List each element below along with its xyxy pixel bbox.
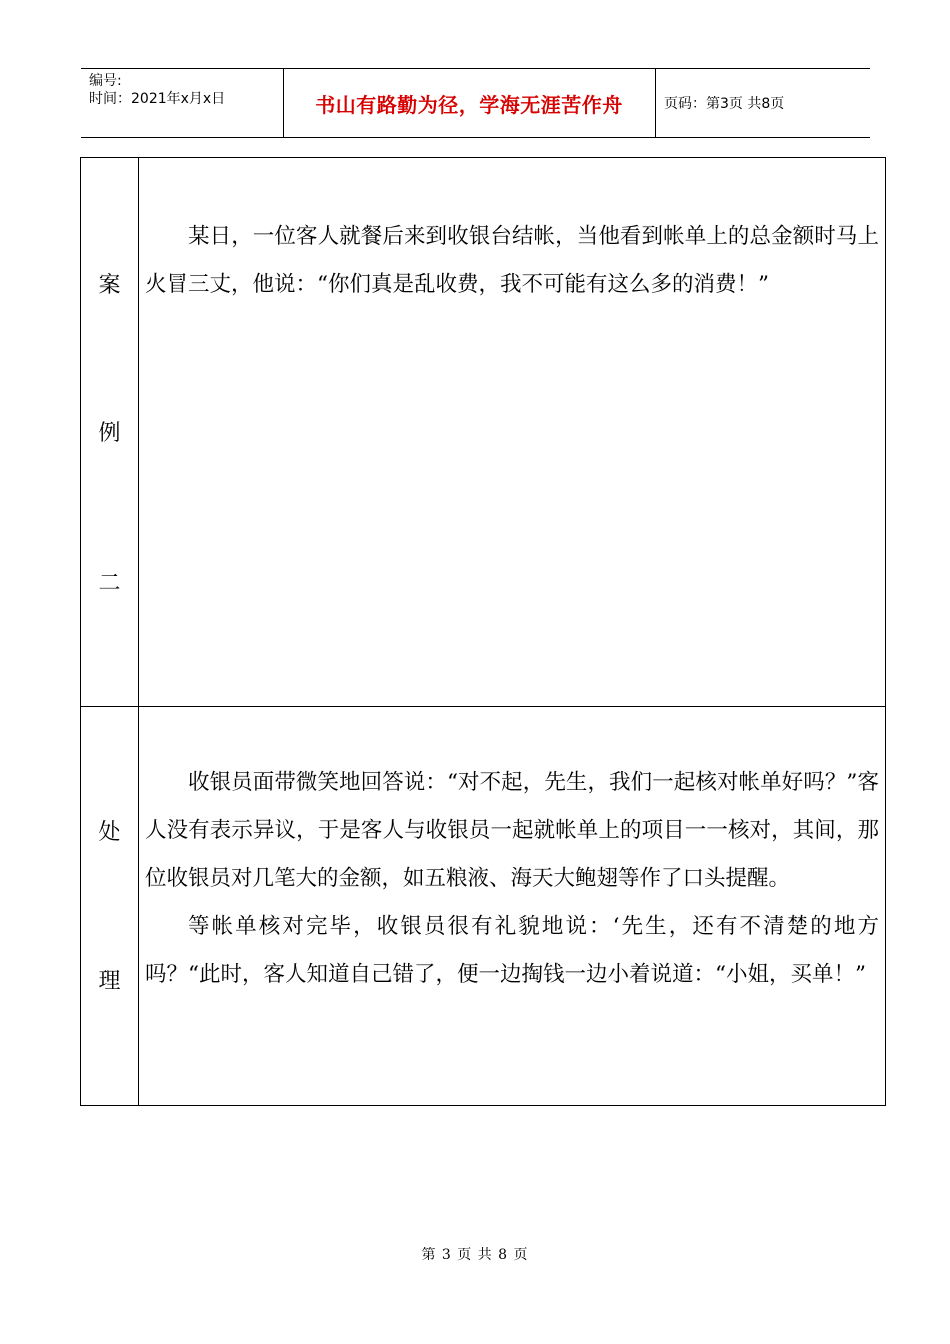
serial-label: 编号: [89, 73, 122, 89]
case-table [80, 157, 886, 1106]
header-motto: 书山有路勤为径，学海无涯苦作舟 [315, 92, 623, 117]
handling-paragraph: 收银员面带微笑地回答说：“对不起，先生，我们一起核对帐单好吗？”客人没有表示异议，于是客人与收银员一起就帐单上的项目一一核对，其间，那位收银员对几笔大的金额，如五粮液、海天大鲍翅等作了口头提醒。 [145, 770, 879, 891]
date-label: 时间：2021年x月x日 [89, 91, 226, 107]
handling-label-char: 理 [98, 969, 121, 994]
case-label-char: 案 [98, 273, 121, 298]
header-page-info: 页码：第3页 共8页 [664, 96, 785, 112]
case-label-char: 二 [98, 571, 121, 596]
case-label-char: 例 [98, 421, 121, 446]
case-paragraph: 某日，一位客人就餐后来到收银台结帐，当他看到帐单上的总金额时马上火冒三丈，他说：“你们真是乱收费，我不可能有这么多的消费！” [145, 224, 879, 297]
column-divider [138, 158, 139, 1105]
handling-label-char: 处 [98, 820, 121, 845]
handling-description [145, 759, 879, 999]
handling-paragraph: 等帐单核对完毕，收银员很有礼貌地说：‘先生，还有不清楚的地方吗？“此时，客人知道自己错了，便一边掏钱一边小着说道：“小姐，买单！” [145, 914, 879, 987]
row-divider [81, 706, 885, 707]
header-meta [81, 69, 283, 137]
page-footer: 第 3 页 共 8 页 [421, 1247, 529, 1263]
page-header [81, 68, 870, 138]
case-description [145, 213, 879, 309]
